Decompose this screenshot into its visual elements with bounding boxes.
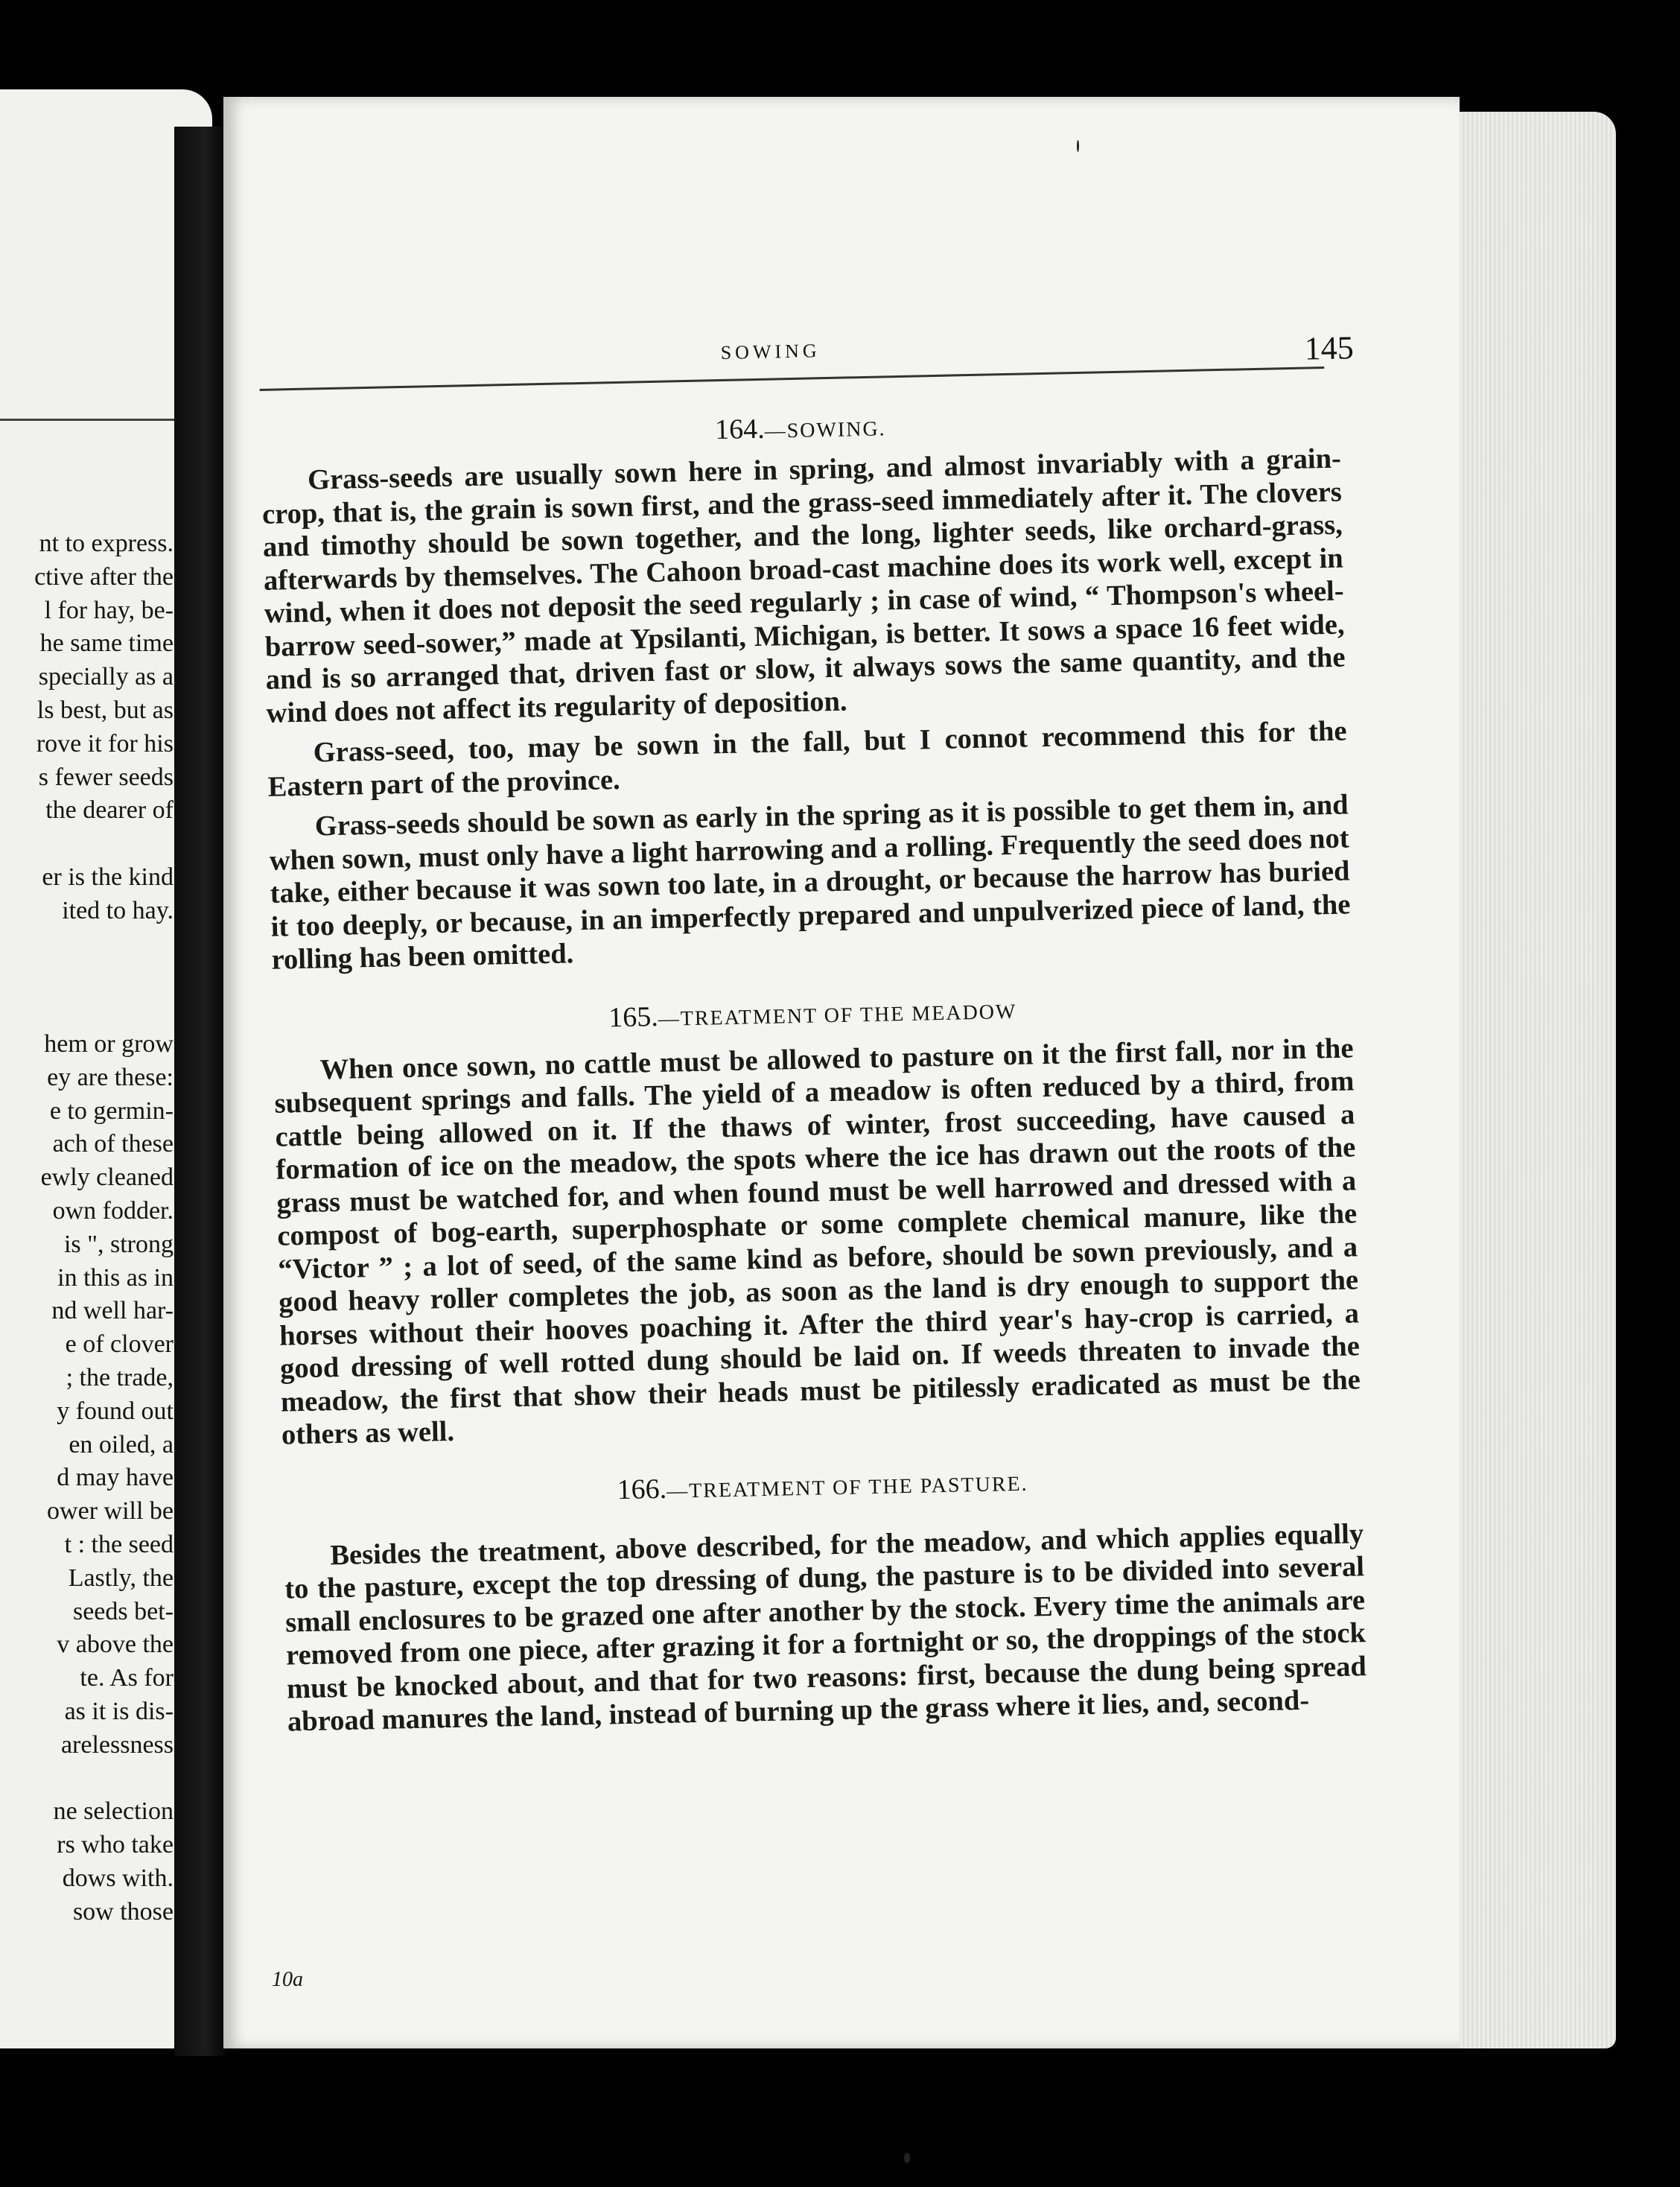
left-page-line: en oiled, a	[69, 1430, 174, 1458]
left-page-line: l for hay, be-	[44, 596, 174, 624]
left-page-line: nd well har-	[51, 1297, 174, 1325]
left-page-line: d may have	[57, 1464, 174, 1492]
section-title: —TREATMENT OF THE PASTURE.	[666, 1472, 1028, 1503]
left-page-line: ach of these	[52, 1130, 174, 1158]
section-title: —TREATMENT OF THE MEADOW	[658, 1000, 1017, 1031]
section-heading	[273, 985, 1353, 1041]
left-page-line: specially as a	[38, 663, 174, 691]
left-page-line: as it is dis-	[64, 1697, 174, 1725]
left-page-line: s fewer seeds	[38, 763, 174, 791]
left-page-rule	[0, 419, 179, 421]
running-head: SOWING	[720, 340, 821, 364]
left-page-line	[34, 994, 174, 1028]
left-page-line: ; the trade,	[66, 1363, 174, 1391]
scan-speck	[904, 2153, 910, 2163]
left-page-line: ey are these:	[47, 1063, 174, 1091]
left-page-line: ited to hay.	[62, 896, 174, 924]
left-page-line	[34, 1762, 174, 1795]
left-page-line	[34, 961, 174, 994]
printer-signature: 10a	[272, 1968, 303, 1991]
paragraph: Besides the treatment, above described, for the meadow, and which applies equally to the pasture, except the top dressing of dung, the pasture is to be divided into several small enclosures to be grazed one after another by the stock. Every time the animals are removed from one piece, after grazing it for a fortnight or so, the droppings of the stock must be knocked about, and that for two reasons: first, because the dung being spread abroad manures the land, instead of burning up the grass where it lies, and, second-	[284, 1517, 1367, 1738]
header-rule	[260, 366, 1325, 391]
left-page-line: rs who take	[57, 1831, 174, 1859]
paragraph: When once sown, no cattle must be allowed to pasture on it the first fall, nor in the subsequent springs and falls. The yield of a meadow is often reduced by a third, from cattle being allowed on it. If the thaws of winter, frost succeeding, have caused a formation of ice on the meadow, the spots where the ice has drawn out the roots of the grass must be watched for, and when found must be well harrowed and dressed with a compost of bog-earth, superphosphate or some complete chemical manure, like the “Victor ” ; a lot of seed, of the same kind as before, should be sown previously, and a good heavy roller completes the job, as soon as the land is dry enough to support the horses without their hooves poaching it. After the third year's hay-crop is carried, a good dressing of well rotted dung should be laid on. If weeds threaten to invade the meadow, the first that show their heads must be pitilessly eradicated as must be the others as well.	[274, 1032, 1361, 1451]
section-166	[282, 1458, 1367, 1739]
left-page-line: is ", strong	[63, 1230, 174, 1258]
left-page-line: rove it for his	[36, 729, 174, 758]
left-page-line	[34, 928, 174, 962]
section-heading	[282, 1458, 1363, 1513]
left-page-line: er is the kind	[42, 863, 174, 891]
left-page-line: seeds bet-	[72, 1597, 174, 1625]
section-164	[261, 401, 1352, 977]
left-page-line: ower will be	[47, 1497, 174, 1526]
paragraph: Grass-seed, too, may be sown in the fall, but I connot recommend this for the Eastern part of the province.	[267, 715, 1347, 803]
left-page-line: e to germin-	[49, 1096, 174, 1125]
left-page-line: dows with.	[62, 1864, 174, 1892]
left-page-line: ewly cleaned	[40, 1164, 174, 1192]
left-page-text	[34, 527, 174, 1929]
left-page-line: own fodder.	[52, 1196, 174, 1225]
section-165	[273, 985, 1361, 1452]
left-page-line: nt to express.	[39, 530, 174, 557]
section-number: 166.	[617, 1473, 667, 1505]
left-page-line: y found out	[57, 1397, 174, 1425]
left-page-line: hem or grow	[44, 1029, 174, 1058]
left-page-line	[34, 828, 174, 861]
left-page-line: t : the seed	[64, 1530, 174, 1558]
left-page-line: ne selection	[53, 1797, 174, 1826]
book-gutter	[174, 127, 226, 2056]
page-number: 145	[1304, 329, 1355, 367]
left-page-line: sow those	[72, 1897, 174, 1926]
section-number: 164.	[714, 413, 766, 446]
right-page-content	[258, 276, 1367, 1739]
left-page-line: the dearer of	[45, 796, 174, 825]
left-page-line: ctive after the	[34, 562, 174, 591]
left-page-line: ls best, but as	[36, 696, 174, 724]
paragraph: Grass-seeds are usually sown here in spring, and almost invariably with a grain-crop, that is, the grain is sown first, and the grass-seed immediately after it. The clovers and timothy should be sown together, and the long, lighter seeds, like orchard-grass, afterwards by themselves. The Cahoon broad-cast machine does its work well, except in wind, when it does not deposit the seed regularly ; in case of wind, “ Thompson's wheel-barrow seed-sower,” made at Ypsilanti, Michigan, is better. It sows a space 16 feet wide, and is so arranged that, driven fast or slow, it always sows the same quantity, and the wind does not affect its regularity of deposition.	[261, 442, 1346, 729]
left-page-line: v above the	[57, 1631, 174, 1659]
left-page-line: arelessness	[60, 1730, 174, 1759]
section-title: —SOWING.	[764, 417, 886, 443]
left-page-line: in this as in	[57, 1263, 174, 1292]
left-page-line: e of clover	[65, 1330, 174, 1359]
left-page-line: te. As for	[80, 1664, 174, 1692]
scan-speck	[1077, 140, 1079, 152]
left-page-line: Lastly, the	[68, 1564, 174, 1592]
paragraph: Grass-seeds should be sown as early in the spring as it is possible to get them in, and when sown, must only have a light harrowing and a rolling. Frequently the seed does not take, either because it was sown too late, in a drought, or because the harrow has buried it too deeply, or because, in an imperfectly prepared and unpulverized piece of land, the rolling has been omitted.	[269, 789, 1351, 976]
left-page-line: he same time	[39, 629, 174, 658]
section-number: 165.	[608, 1000, 659, 1033]
